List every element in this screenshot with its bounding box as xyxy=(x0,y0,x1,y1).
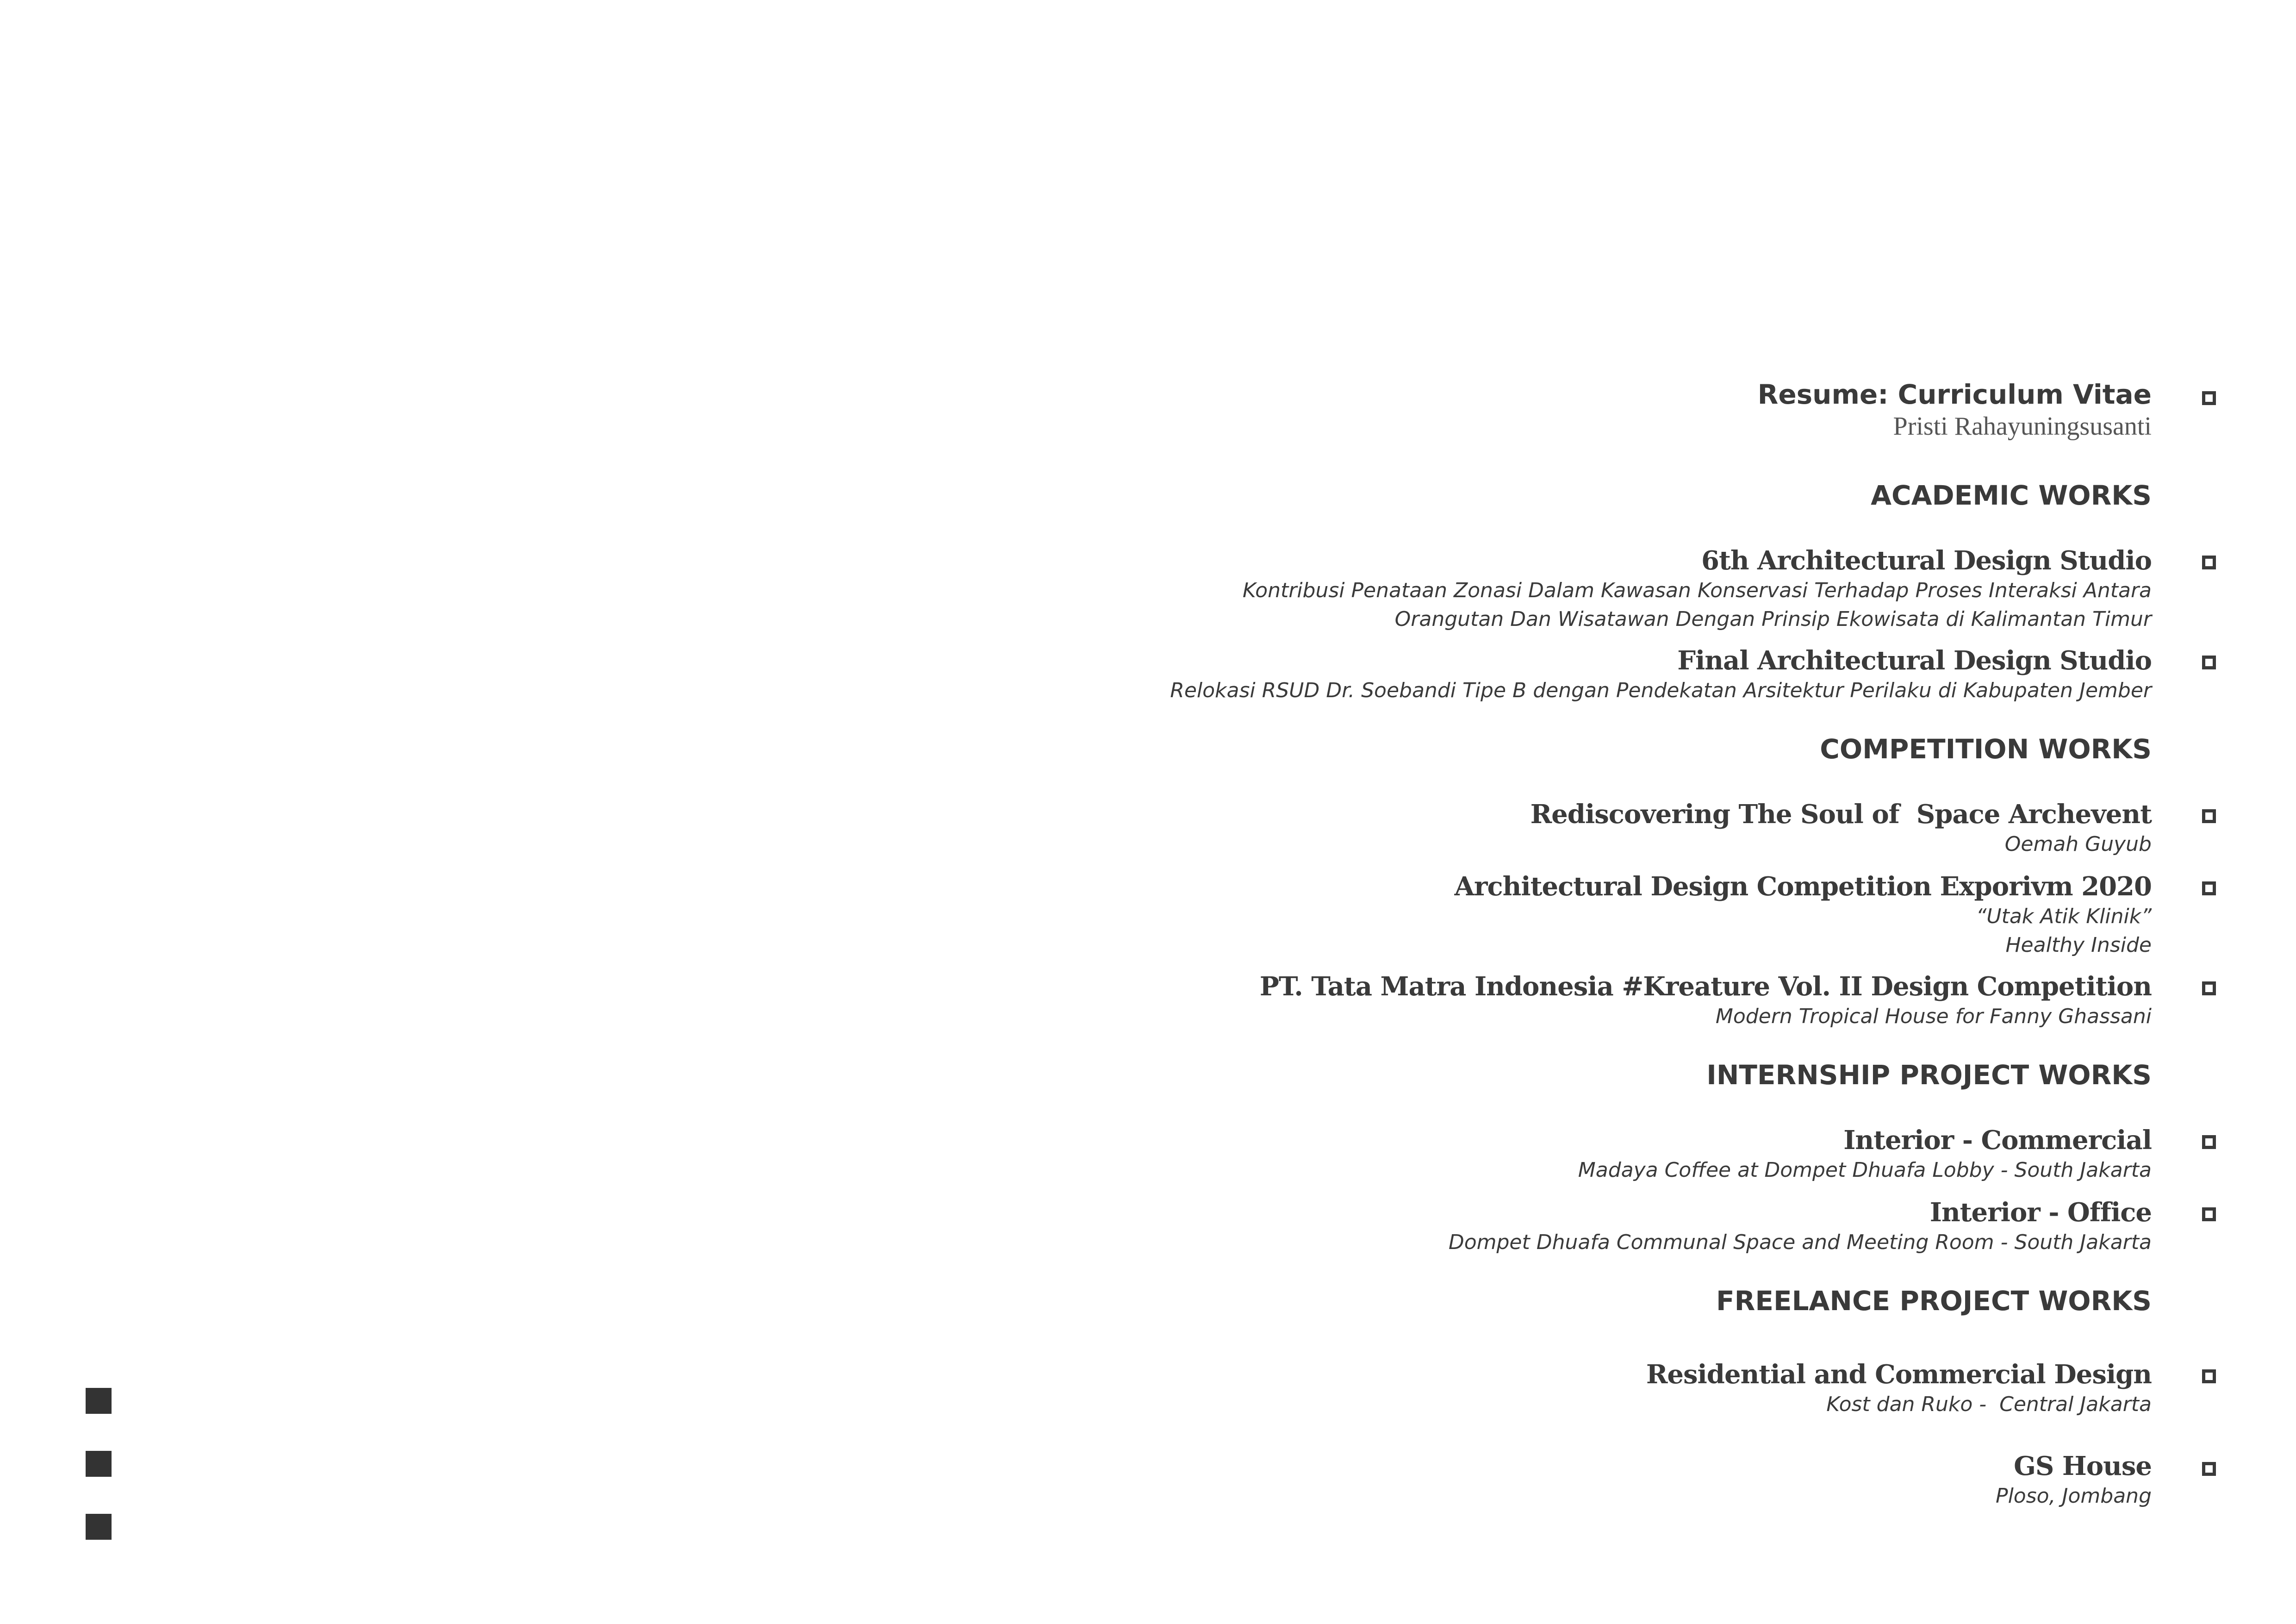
item-description: Dompet Dhuafa Communal Space and Meeting Room - South Jakarta xyxy=(1448,1230,2152,1255)
item-description: “Utak Atik Klinik” xyxy=(1976,905,2152,929)
item-title: 6th Architectural Design Studio xyxy=(1701,545,2152,576)
item-description: Modern Tropical House for Fanny Ghassani xyxy=(1715,1005,2152,1029)
checkbox-icon xyxy=(2202,1207,2216,1221)
item-title: GS House xyxy=(2014,1451,2152,1481)
item-description: Oemah Guyub xyxy=(2004,832,2152,856)
checkbox-icon xyxy=(2202,1462,2216,1476)
list-item-academic-2 xyxy=(1170,645,2152,705)
section-heading-freelance: FREELANCE PROJECT WORKS xyxy=(1716,1285,2152,1317)
list-item-competition-1 xyxy=(1531,799,2152,859)
item-description: Healthy Inside xyxy=(2005,933,2152,957)
square-icon xyxy=(86,1514,112,1540)
page-title: Resume: Curriculum Vitae xyxy=(1757,379,2152,410)
checkbox-icon xyxy=(2202,1135,2216,1149)
list-item-freelance-2 xyxy=(1996,1451,2152,1511)
item-description: Kost dan Ruko - Central Jakarta xyxy=(1826,1393,2152,1417)
list-item-academic-1 xyxy=(1243,545,2152,634)
list-item-internship-2 xyxy=(1449,1197,2152,1257)
item-title: PT. Tata Matra Indonesia #Kreature Vol. II Design Competition xyxy=(1259,971,2152,1002)
item-description: Ploso, Jombang xyxy=(1996,1484,2152,1508)
list-item-internship-1 xyxy=(1578,1125,2152,1185)
section-heading-academic: ACADEMIC WORKS xyxy=(1871,480,2152,511)
square-icon xyxy=(86,1451,112,1477)
checkbox-icon xyxy=(2202,809,2216,823)
item-title: Architectural Design Competition Exporivm 2020 xyxy=(1454,871,2152,902)
author-name: Pristi Rahayuningsusanti xyxy=(1893,412,2152,441)
checkbox-icon xyxy=(2202,1369,2216,1383)
item-title: Rediscovering The Soul of Space Archevent xyxy=(1530,799,2152,830)
checkbox-icon xyxy=(2202,881,2216,895)
item-title: Interior - Office xyxy=(1929,1197,2152,1228)
list-item-competition-2 xyxy=(1455,871,2152,960)
item-description: Madaya Coffee at Dompet Dhuafa Lobby - South Jakarta xyxy=(1578,1158,2152,1182)
section-heading-internship: INTERNSHIP PROJECT WORKS xyxy=(1706,1059,2152,1091)
item-title: Residential and Commercial Design xyxy=(1646,1359,2152,1390)
checkbox-icon xyxy=(2202,656,2216,669)
item-description: Orangutan Dan Wisatawan Dengan Prinsip Ekowisata di Kalimantan Timur xyxy=(1394,607,2152,631)
item-description: Kontribusi Penataan Zonasi Dalam Kawasan Konservasi Terhadap Proses Interaksi Antara xyxy=(1242,579,2152,603)
item-title: Interior - Commercial xyxy=(1843,1125,2152,1156)
item-description: Relokasi RSUD Dr. Soebandi Tipe B dengan Pendekatan Arsitektur Perilaku di Kabupaten Jember xyxy=(1170,679,2152,703)
checkbox-icon xyxy=(2202,981,2216,995)
section-heading-competition: COMPETITION WORKS xyxy=(1820,733,2152,765)
checkbox-icon xyxy=(2202,391,2216,405)
list-item-competition-3 xyxy=(1260,971,2152,1031)
item-title: Final Architectural Design Studio xyxy=(1677,645,2152,676)
list-item-freelance-1 xyxy=(1646,1359,2152,1419)
square-icon xyxy=(86,1388,112,1414)
checkbox-icon xyxy=(2202,556,2216,569)
resume-header xyxy=(1758,379,2152,442)
